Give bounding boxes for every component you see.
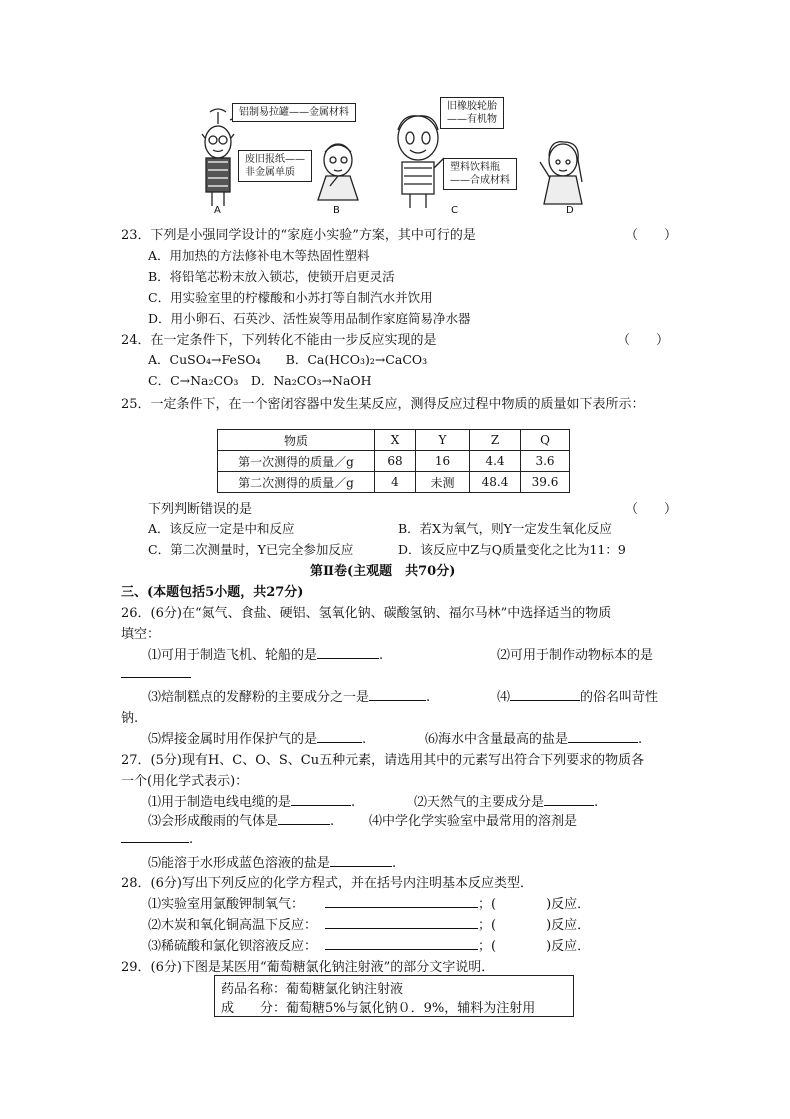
section-3-heading: 三、(本题包括5小题，共27分) — [121, 585, 304, 600]
q27-item4-end: . — [189, 832, 194, 847]
q27-item5-text: ⑸能溶于水形成蓝色溶液的盐是 — [148, 856, 331, 871]
q28-sep: ；( — [478, 897, 497, 912]
figure-label-d: D — [566, 205, 574, 216]
answer-blank[interactable] — [317, 646, 379, 659]
bubble-b-line2: 非金属单质 — [245, 167, 295, 178]
q27-item2-text: ⑵天然气的主要成分是 — [414, 795, 545, 810]
q27-stem-line1: 27．(5分)现有H、C、O、S、Cu五种元素，请选用其中的元素写出符合下列要求的物质各 — [121, 753, 645, 768]
q28-item3-text: ⑶稀硫酸和氯化钡溶液反应： — [148, 939, 318, 954]
speech-bubble-c — [440, 97, 504, 129]
table-cell: 68 — [375, 451, 416, 472]
table-header-cell: 物质 — [218, 430, 375, 451]
q26-item1 — [148, 644, 383, 663]
table-cell: 48.4 — [470, 472, 521, 493]
answer-blank[interactable] — [325, 916, 478, 929]
table-cell: 16 — [416, 451, 470, 472]
q28-equation-line-1 — [325, 893, 590, 912]
answer-blank[interactable] — [325, 937, 478, 950]
figure-label-a: A — [214, 205, 221, 216]
q27-item5 — [148, 852, 396, 871]
q27-item5-end: . — [392, 856, 397, 871]
q25-sub-stem: 下列判断错误的是 — [148, 502, 253, 517]
q27-item3-end: . — [330, 814, 335, 829]
q26-item4-cont: 钠. — [121, 711, 139, 726]
q25-answer-paren: （ ） — [625, 502, 678, 517]
q26-item5-end: . — [362, 732, 367, 747]
q27-item4: ⑷中学化学实验室中最常用的溶剂是 — [369, 814, 578, 829]
table-cell: 39.6 — [521, 472, 570, 493]
bubble-d-line2: ——合成材料 — [450, 175, 510, 186]
speech-bubble-b — [238, 150, 312, 182]
q26-item4 — [497, 686, 658, 705]
q25-option-c: C．第二次测量时，Y已完全参加反应 — [148, 542, 354, 557]
q26-item3 — [148, 686, 430, 705]
table-header-cell: X — [375, 430, 416, 451]
q26-item5 — [148, 728, 366, 747]
figure-d — [540, 142, 582, 204]
q25-option-a: A．该反应一定是中和反应 — [148, 521, 295, 536]
q26-item6 — [425, 728, 642, 747]
table-cell: 4.4 — [470, 451, 521, 472]
table-cell: 第一次测得的质量／g — [218, 451, 375, 472]
answer-blank[interactable] — [544, 793, 594, 806]
answer-blank[interactable] — [121, 830, 189, 843]
q27-item4-answer-line — [121, 830, 193, 847]
table-header-cell: Z — [470, 430, 521, 451]
q26-stem-line1: 26．(6分)在“氮气、食盐、硬铝、氢氧化钠、碳酸氢钠、福尔马林”中选择适当的物质 — [121, 606, 612, 621]
table-cell: 未测 — [416, 472, 470, 493]
q27-stem-line2: 一个(用化学式表示)： — [121, 774, 249, 789]
q27-item1 — [148, 791, 355, 810]
q23-option-d: D．用小卵石、石英沙、活性炭等用品制作家庭简易净水器 — [148, 311, 471, 326]
q26-item6-text: ⑹海水中含量最高的盐是 — [425, 732, 569, 747]
table-cell: 第二次测得的质量／g — [218, 472, 375, 493]
q28-stem: 28．(6分)写出下列反应的化学方程式，并在括号内注明基本反应类型． — [121, 876, 533, 891]
q26-item1-text: ⑴可用于制造飞机、轮船的是 — [148, 648, 318, 663]
q28-item2-text: ⑵木炭和氧化铜高温下反应： — [148, 918, 318, 933]
q24-options-line2: C．C→Na₂CO₃ D．Na₂CO₃→NaOH — [148, 373, 372, 388]
q28-end: )反应． — [546, 918, 591, 933]
q29-stem: 29．(6分)下图是某医用“葡萄糖氯化钠注射液”的部分文字说明． — [121, 960, 495, 975]
q28-item2 — [148, 914, 317, 933]
answer-blank[interactable] — [291, 793, 351, 806]
answer-blank[interactable] — [369, 688, 426, 701]
q28-item1 — [148, 893, 304, 912]
q28-sep: ；( — [478, 939, 497, 954]
q25-mass-table — [217, 429, 570, 493]
q27-item1-end: . — [351, 795, 356, 810]
bubble-d-line1: 塑料饮料瓶 — [450, 162, 500, 173]
q28-item1-text: ⑴实验室用氯酸钾制氧气： — [148, 897, 305, 912]
q26-item4-end: 的俗名叫苛性 — [580, 690, 659, 705]
answer-blank[interactable] — [568, 730, 638, 743]
table-header-cell: Q — [521, 430, 570, 451]
figure-c — [398, 116, 444, 208]
figure-label-c: C — [451, 205, 458, 216]
speech-bubble-d — [443, 158, 517, 190]
q26-item5-text: ⑸焊接金属时用作保护气的是 — [148, 732, 318, 747]
bubble-b-line1: 废旧报纸—— — [245, 154, 305, 165]
q23-option-c: C．用实验室里的柠檬酸和小苏打等自制汽水并饮用 — [148, 290, 433, 305]
table-header-row — [218, 430, 570, 451]
q27-item3-text: ⑶会形成酸雨的气体是 — [148, 814, 279, 829]
q25-option-b: B．若X为氧气，则Y一定发生氧化反应 — [398, 521, 612, 536]
answer-blank[interactable] — [121, 665, 191, 678]
q29-box-line1: 药品名称：葡萄糖氯化钠注射液 — [221, 982, 404, 997]
q25-stem: 25．一定条件下，在一个密闭容器中发生某反应，测得反应过程中物质的质量如下表所示： — [121, 397, 645, 412]
q23-option-a: A．用加热的方法修补电木等热固性塑料 — [148, 248, 370, 263]
q27-item2-end: . — [594, 795, 599, 810]
answer-blank[interactable] — [278, 812, 330, 825]
answer-blank[interactable] — [330, 854, 392, 867]
bubble-c-line1: 旧橡胶轮胎 — [447, 101, 497, 112]
figure-label-b: B — [333, 205, 340, 216]
table-row — [218, 451, 570, 472]
table-header-cell: Y — [416, 430, 470, 451]
q28-equation-line-3 — [325, 935, 590, 954]
speech-bubble-a: 铝制易拉罐——金属材料 — [232, 103, 356, 122]
q27-item1-text: ⑴用于制造电线电缆的是 — [148, 795, 292, 810]
q28-end: )反应． — [546, 897, 591, 912]
answer-blank[interactable] — [510, 688, 580, 701]
q24-stem: 24．在一定条件下，下列转化不能由一步反应实现的是 — [121, 333, 437, 348]
bubble-c-line2: ——有机物 — [447, 114, 497, 125]
table-cell: 4 — [375, 472, 416, 493]
q26-item6-end: . — [638, 732, 643, 747]
q24-answer-paren: （ ） — [617, 333, 670, 348]
q26-item1-end: . — [379, 648, 384, 663]
q26-item2-answer-line — [121, 665, 191, 682]
q29-box-line2: 成 分：葡萄糖5%与氯化钠０．9%，辅料为注射用 — [221, 1001, 536, 1016]
part2-title: 第Ⅱ卷(主观题 共70分) — [310, 564, 456, 579]
q28-item3 — [148, 935, 317, 954]
q28-end: )反应． — [546, 939, 591, 954]
table-cell: 3.6 — [521, 451, 570, 472]
q26-stem-line2: 填空： — [121, 627, 161, 642]
answer-blank[interactable] — [325, 895, 478, 908]
q26-item2: ⑵可用于制作动物标本的是 — [497, 648, 654, 663]
q24-options-line1: A．CuSO₄→FeSO₄ B．Ca(HCO₃)₂→CaCO₃ — [148, 352, 428, 367]
q23-option-b: B．将铅笔芯粉末放入锁芯，使锁开启更灵活 — [148, 269, 395, 284]
q23-stem: 23．下列是小强同学设计的“家庭小实验”方案，其中可行的是 — [121, 228, 476, 243]
q29-label-box — [214, 975, 574, 1017]
answer-blank[interactable] — [317, 730, 362, 743]
q26-item3-text: ⑶焙制糕点的发酵粉的主要成分之一是 — [148, 690, 370, 705]
q26-item3-end: . — [426, 690, 431, 705]
q23-answer-paren: （ ） — [625, 228, 678, 243]
q25-option-d: D．该反应中Z与Q质量变化之比为11：9 — [398, 542, 626, 557]
q26-item4-text: ⑷ — [497, 690, 511, 705]
q27-item2 — [414, 791, 598, 810]
q27-item3 — [148, 810, 334, 829]
figure-b — [318, 144, 358, 200]
q28-sep: ；( — [478, 918, 497, 933]
table-row — [218, 472, 570, 493]
q28-equation-line-2 — [325, 914, 590, 933]
